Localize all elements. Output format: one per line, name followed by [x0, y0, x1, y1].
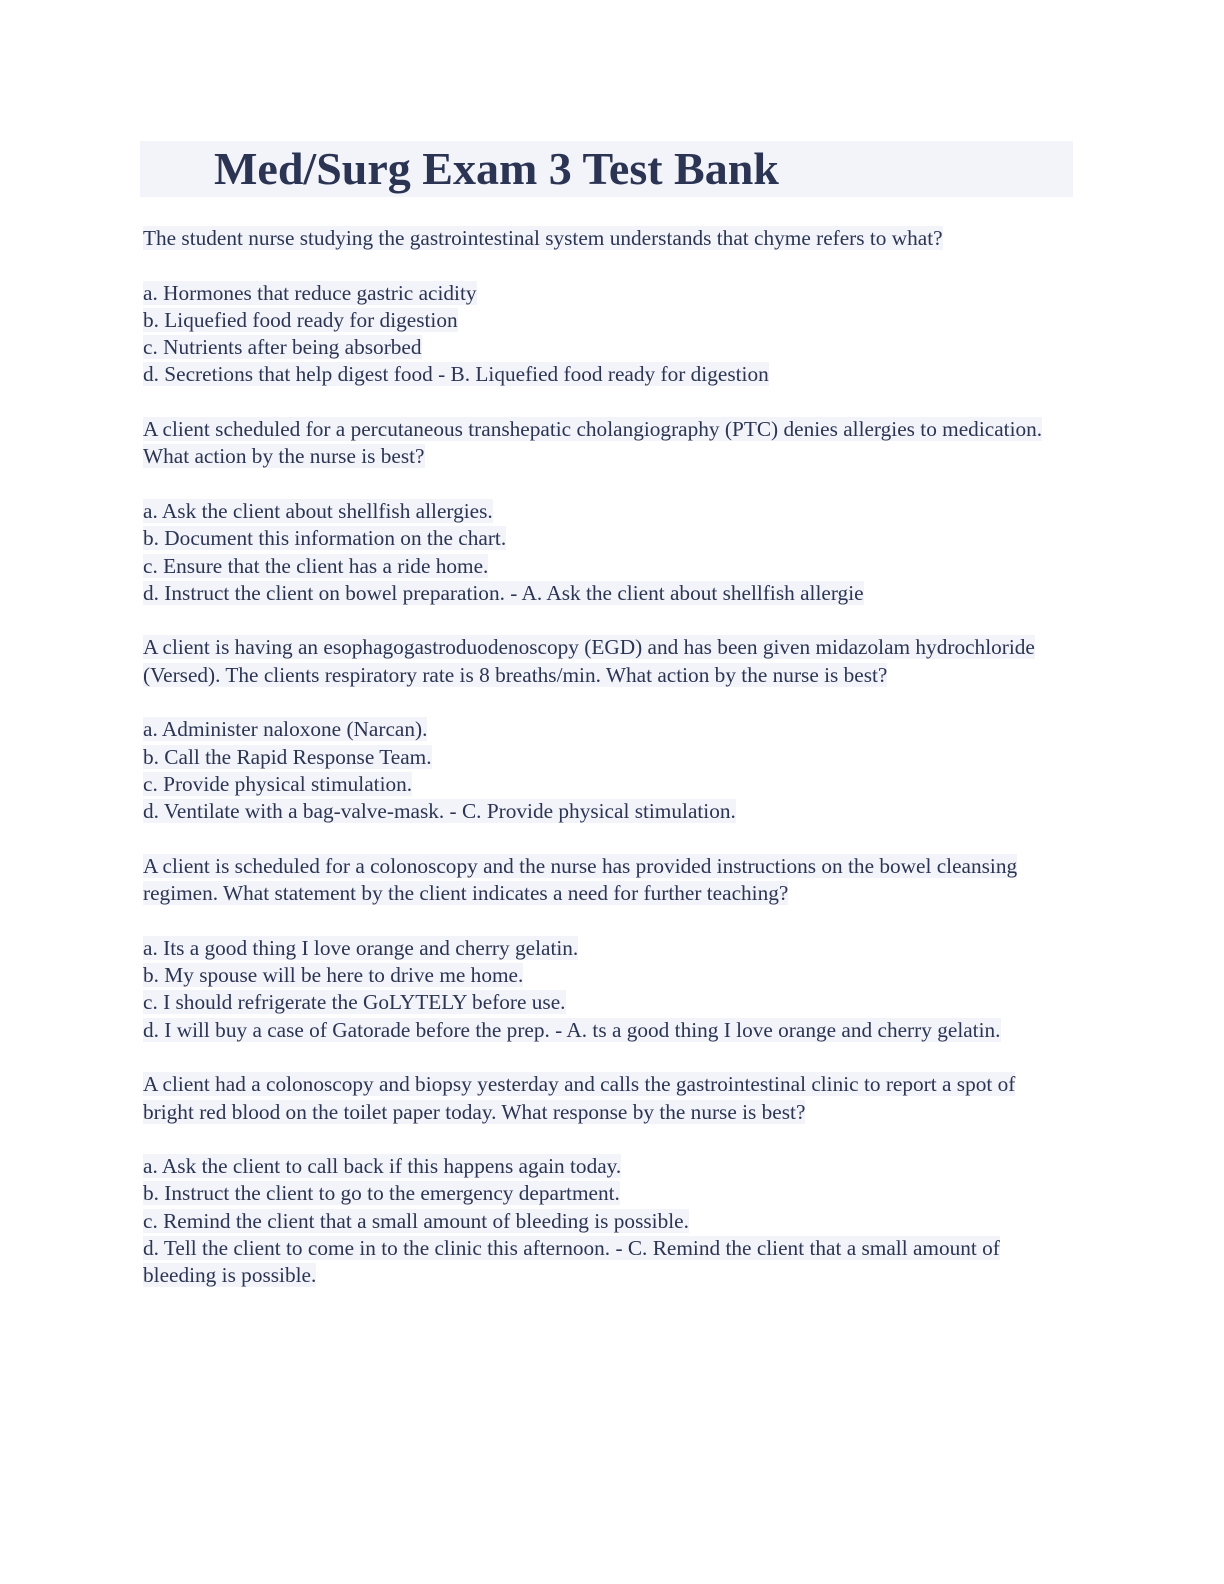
choice-list [143, 935, 1071, 1044]
choice: b. Liquefied food ready for digestion [143, 307, 458, 332]
choice-with-answer: d. I will buy a case of Gatorade before the prep. - A. ts a good thing I love orange and cherry gelatin. [143, 1017, 1001, 1042]
question-5 [143, 1071, 1071, 1289]
choice-list [143, 1153, 1071, 1289]
choice-with-answer: d. Instruct the client on bowel preparation. - A. Ask the client about shellfish allergie [143, 580, 864, 605]
question-text: A client is scheduled for a colonoscopy and the nurse has provided instructions on the bowel cleansing regimen. What statement by the client indicates a need for further teaching? [143, 853, 1018, 906]
choice: c. Nutrients after being absorbed [143, 335, 422, 360]
question-text: The student nurse studying the gastrointestinal system understands that chyme refers to what? [143, 226, 943, 250]
choice-list [143, 716, 1071, 825]
title-banner [140, 141, 1073, 197]
choice: b. My spouse will be here to drive me home. [143, 963, 524, 988]
question-text: A client had a colonoscopy and biopsy yesterday and calls the gastrointestinal clinic to report a spot of bright red blood on the toilet paper today. What response by the nurse is best? [143, 1072, 1016, 1124]
choice: c. Ensure that the client has a ride home. [143, 553, 489, 578]
choice: a. Its a good thing I love orange and cherry gelatin. [143, 935, 579, 960]
question-text: A client scheduled for a percutaneous transhepatic cholangiography (PTC) denies allergies to medication. What action by the nurse is best? [143, 417, 1043, 469]
question-3 [143, 634, 1071, 825]
choice: c. I should refrigerate the GoLYTELY before use. [143, 990, 566, 1015]
choice: a. Administer naloxone (Narcan). [143, 717, 428, 742]
choice-with-answer: d. Secretions that help digest food - B. Liquefied food ready for digestion [143, 362, 769, 387]
choice: c. Remind the client that a small amount of bleeding is possible. [143, 1208, 689, 1233]
question-4 [143, 853, 1071, 1044]
choice: a. Ask the client to call back if this happens again today. [143, 1154, 622, 1179]
choice: b. Document this information on the chart. [143, 526, 507, 551]
question-text: A client is having an esophagogastroduodenoscopy (EGD) and has been given midazolam hydrochloride (Versed). The clients respiratory rate is 8 breaths/min. What action by the nurse is best? [143, 635, 1035, 687]
choice: b. Call the Rapid Response Team. [143, 744, 432, 769]
choice-with-answer: d. Tell the client to come in to the clinic this afternoon. - C. Remind the client that a small amount of bleeding is possible. [143, 1235, 1000, 1288]
question-2 [143, 416, 1071, 607]
choice: b. Instruct the client to go to the emergency department. [143, 1181, 620, 1206]
choice: a. Hormones that reduce gastric acidity [143, 280, 477, 305]
choice-with-answer: d. Ventilate with a bag-valve-mask. - C. Provide physical stimulation. [143, 799, 736, 824]
choice-list [143, 498, 1071, 607]
choice-list [143, 280, 1071, 389]
document-title: Med/Surg Exam 3 Test Bank [214, 143, 779, 194]
choice: c. Provide physical stimulation. [143, 771, 413, 796]
question-1 [143, 225, 1071, 389]
choice: a. Ask the client about shellfish allergies. [143, 498, 493, 523]
question-list [143, 225, 1071, 1317]
